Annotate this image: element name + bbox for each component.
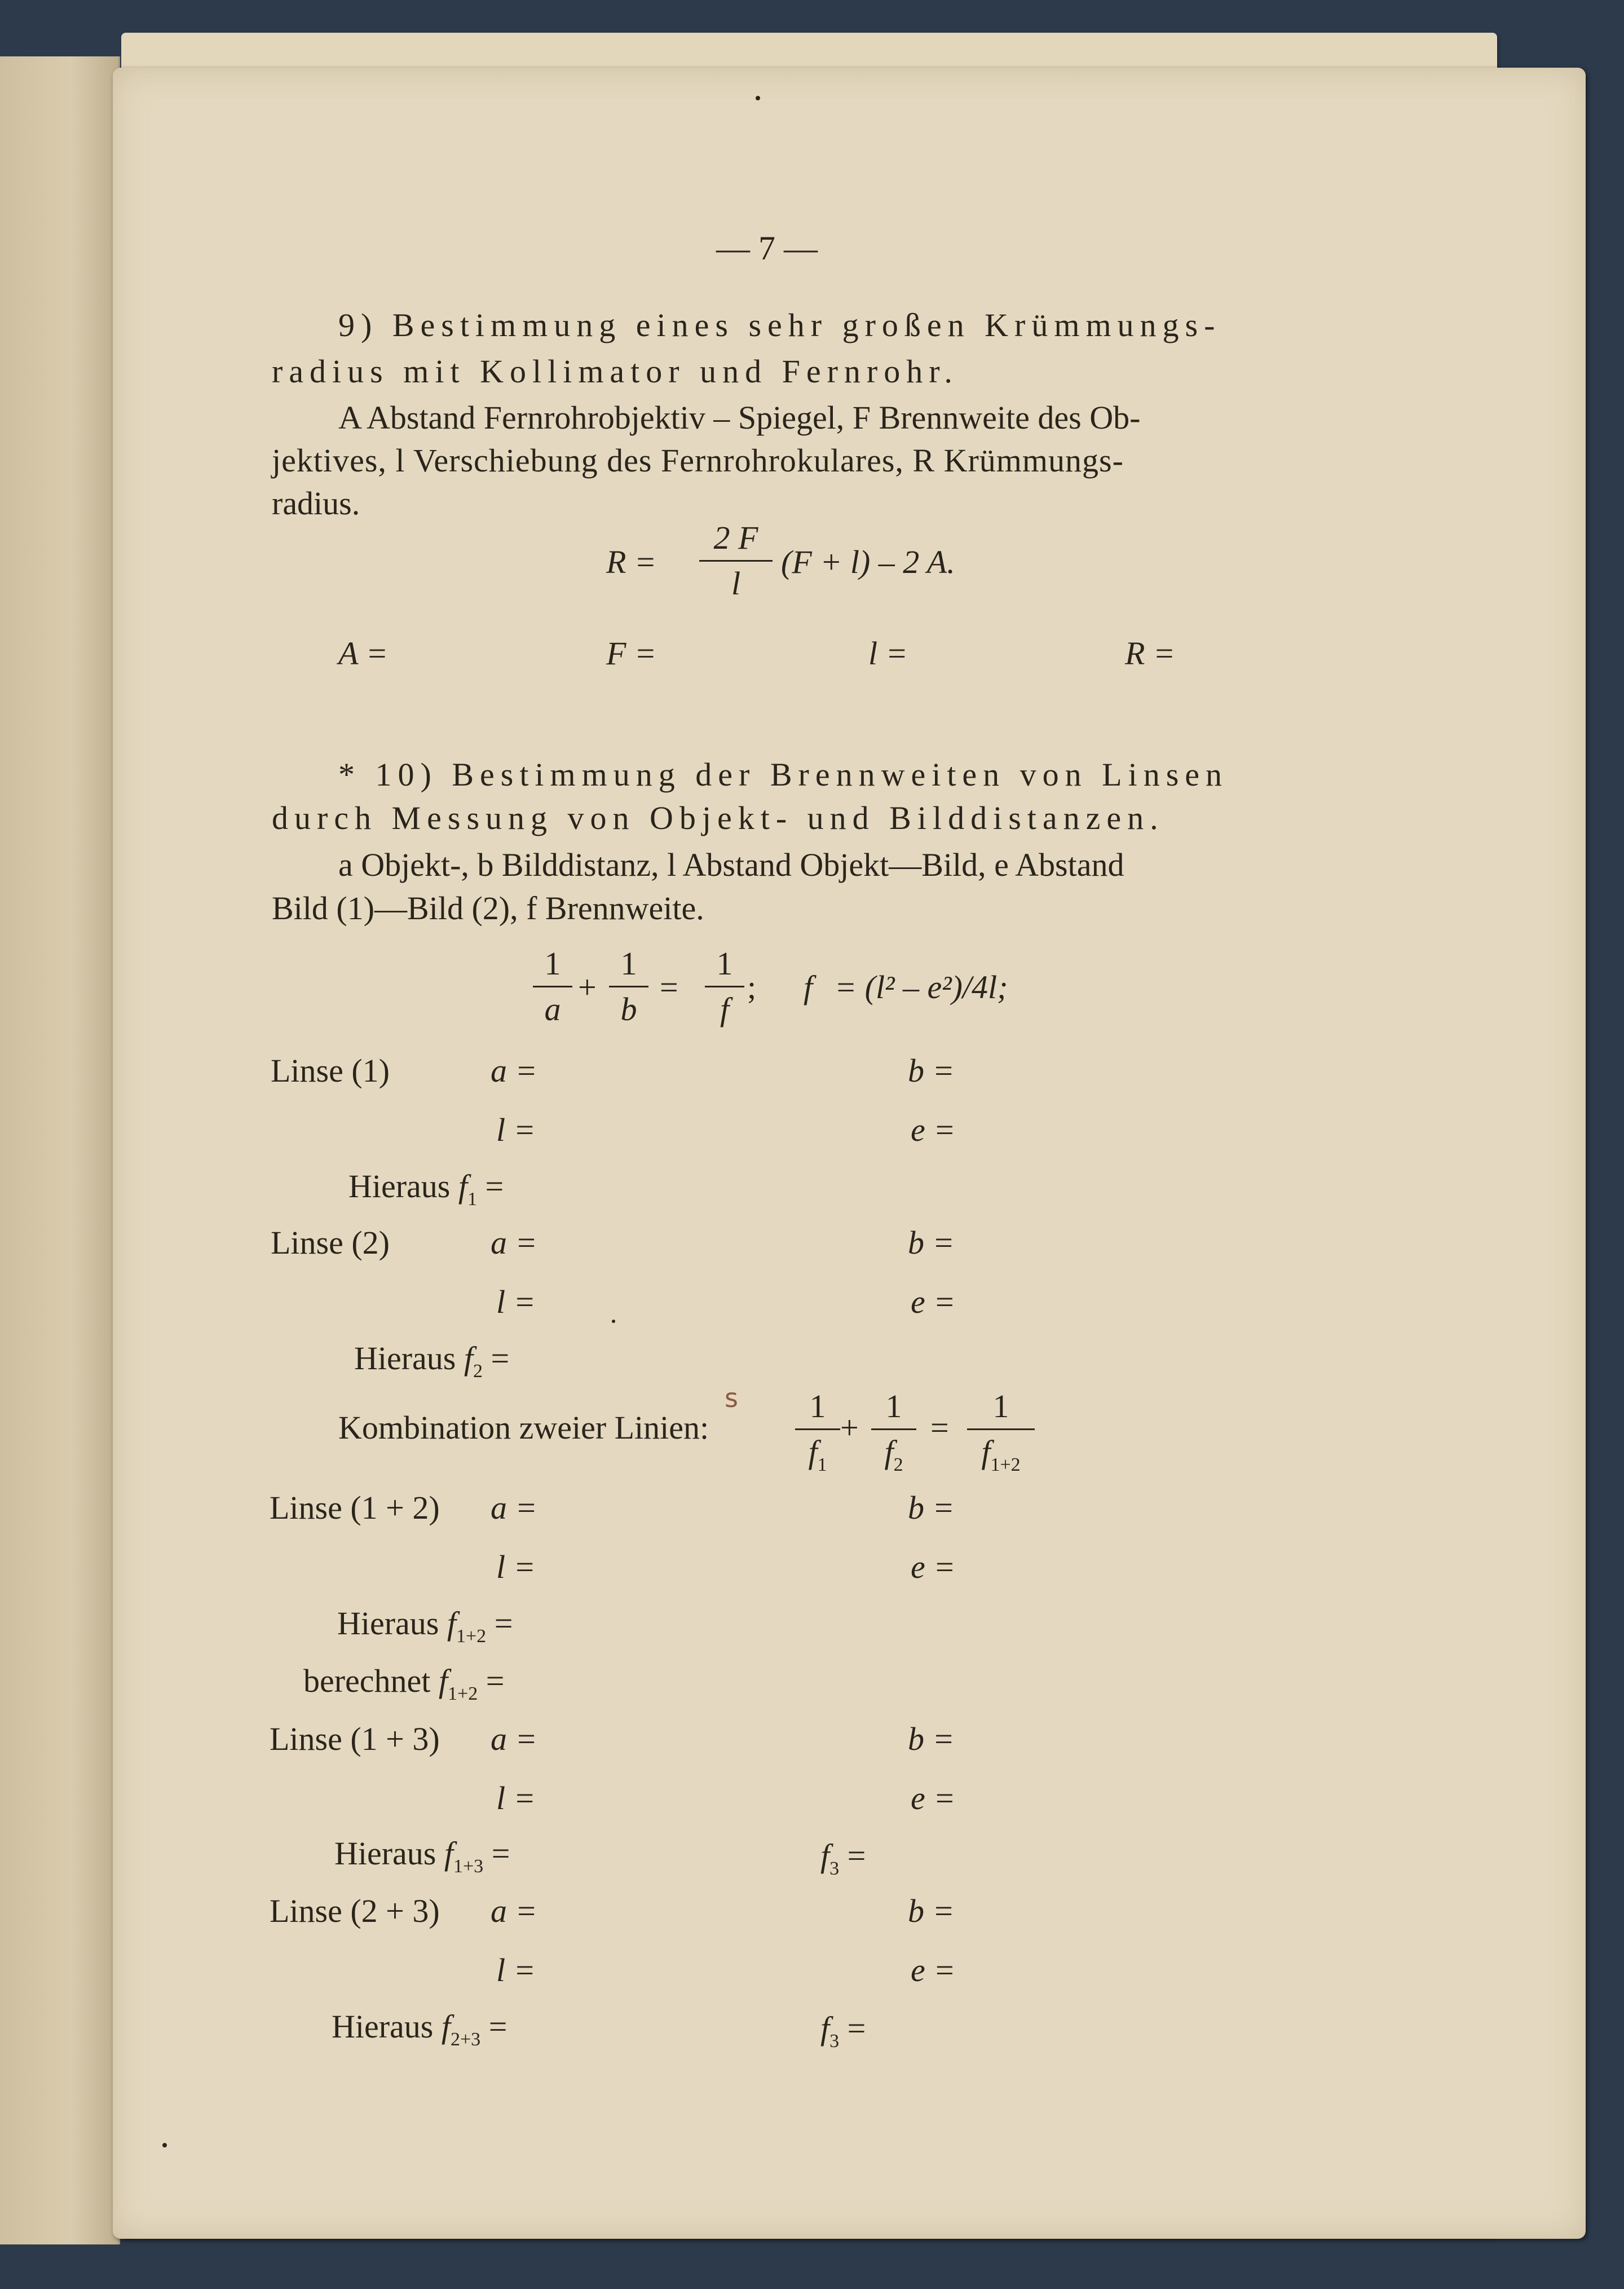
f3-eq: = [847, 2010, 866, 2047]
lens2-label: Linse (2) [271, 1224, 390, 1261]
numerator: 1 [809, 1388, 826, 1424]
semicolon: ; [747, 969, 757, 1005]
result-sub: 1+2 [456, 1626, 487, 1647]
numerator: 1 [544, 945, 561, 982]
page-number: — 7 — [716, 230, 818, 267]
speck [162, 2143, 167, 2147]
result-label: Hieraus [337, 1605, 439, 1642]
denominator-var: f [884, 1434, 894, 1470]
numerator: 1 [620, 945, 637, 982]
result-label: Hieraus [334, 1835, 436, 1872]
lens13-result [334, 1837, 510, 1876]
field-A: A = [338, 635, 389, 672]
result-eq: = [494, 1605, 513, 1642]
result-sub: 1 [467, 1189, 477, 1210]
result-eq: = [488, 2008, 508, 2045]
f3-var: f [820, 1837, 830, 1874]
result-sub: 2+3 [451, 2029, 481, 2050]
denominator: a [544, 991, 561, 1027]
lens23-b: b = [908, 1893, 955, 1929]
lens23-e: e = [911, 1952, 956, 1988]
fraction-bar [705, 986, 744, 987]
lens13-l: l = [496, 1780, 536, 1816]
result-eq: = [485, 1168, 504, 1205]
combination-frac-f12 [967, 1390, 1035, 1475]
result-var: f [447, 1605, 456, 1642]
lens13-f3 [820, 1837, 866, 1879]
left-page-edge [0, 56, 120, 2244]
computed-var: f [438, 1662, 448, 1699]
lens13-e: e = [911, 1780, 956, 1816]
lens2-a: a = [491, 1224, 537, 1261]
focal-formula-expr: = (l² – e²)/4l; [835, 969, 1008, 1005]
equals-sign: = [660, 969, 678, 1005]
result-eq: = [491, 1340, 510, 1377]
lens13-a: a = [491, 1721, 537, 1757]
lens1-b: b = [908, 1052, 955, 1089]
denominator: b [620, 991, 637, 1027]
result-eq: = [491, 1835, 510, 1872]
result-var: f [441, 2008, 451, 2045]
lens23-label: Linse (2 + 3) [270, 1893, 440, 1929]
combination-eq: = [930, 1409, 949, 1446]
result-label: Hieraus [354, 1340, 456, 1377]
denominator-sub: 1+2 [990, 1454, 1021, 1475]
section9-desc-line2: jektives, l Verschiebung des Fernrohrokulares, R Krümmungs- [272, 442, 1124, 479]
result-sub: 1+3 [453, 1856, 484, 1877]
section10-desc-line2: Bild (1)—Bild (2), f Brennweite. [272, 890, 704, 927]
f3-sub: 3 [829, 2031, 840, 2052]
lens-eq-frac-f [705, 947, 744, 1026]
f3-var: f [820, 2010, 830, 2047]
fraction-bar [533, 986, 572, 987]
numerator: 1 [885, 1388, 902, 1424]
denominator-sub: 2 [893, 1454, 903, 1475]
lens2-e: e = [911, 1284, 956, 1320]
pencil-correction: s [725, 1383, 738, 1413]
lens12-label: Linse (1 + 2) [270, 1489, 440, 1526]
denominator-var: f [981, 1434, 991, 1470]
combination-plus: + [840, 1409, 859, 1446]
denominator-sub: 1 [817, 1454, 827, 1475]
section9-desc-line1: A Abstand Fernrohrobjektiv – Spiegel, F Brennweite des Ob- [338, 399, 1141, 436]
field-F: F = [606, 635, 657, 672]
lens1-label: Linse (1) [271, 1052, 390, 1089]
section9-heading-line2: radius mit Kollimator und Fernrohr. [272, 353, 959, 390]
result-var: f [464, 1340, 473, 1377]
lens23-a: a = [491, 1893, 537, 1929]
combination-text: Kombination zweier Linien: [338, 1409, 709, 1446]
section9-desc-line3: radius. [272, 485, 360, 522]
section10-desc-line1: a Objekt-, b Bilddistanz, l Abstand Objekt—Bild, e Abstand [338, 846, 1124, 883]
section9-formula-denominator: l [731, 565, 741, 602]
section10-heading-line2: durch Messung von Objekt- und Bilddistanzen. [272, 800, 1164, 836]
field-R: R = [1125, 635, 1176, 672]
lens1-e: e = [911, 1112, 956, 1148]
section9-heading-line1: 9) Bestimmung eines sehr großen Krümmungs- [338, 307, 1221, 343]
lens1-result [348, 1170, 504, 1209]
lens2-result [354, 1342, 509, 1381]
lens23-l: l = [496, 1952, 536, 1988]
denominator: f [720, 991, 730, 1027]
section9-formula-lhs: R = [606, 544, 657, 580]
focal-formula-var: f [804, 969, 813, 1005]
computed-eq: = [486, 1662, 505, 1699]
field-l: l = [868, 635, 908, 672]
f3-sub: 3 [829, 1858, 840, 1879]
combination-frac-f2 [871, 1390, 916, 1475]
combination-frac-f1 [795, 1390, 840, 1475]
lens12-e: e = [911, 1549, 956, 1585]
lens12-a: a = [491, 1489, 537, 1526]
section9-formula-rhs: (F + l) – 2 A. [781, 544, 955, 580]
fraction-bar [609, 986, 648, 987]
result-var: f [458, 1168, 467, 1205]
speck [756, 96, 760, 100]
lens12-l: l = [496, 1549, 536, 1585]
fraction-bar [871, 1428, 916, 1430]
plus-sign: + [578, 969, 597, 1005]
result-label: Hieraus [348, 1168, 451, 1205]
lens12-b: b = [908, 1489, 955, 1526]
result-label: Hieraus [332, 2008, 434, 2045]
fraction-bar [699, 560, 773, 562]
lens23-result [332, 2010, 507, 2049]
section9-formula-numerator: 2 F [713, 519, 758, 556]
denominator-var: f [808, 1434, 818, 1470]
section10-heading-line1: * 10) Bestimmung der Brennweiten von Linsen [338, 756, 1229, 793]
numerator: 1 [992, 1388, 1009, 1424]
lens2-l: l = [496, 1284, 536, 1320]
lens13-label: Linse (1 + 3) [270, 1721, 440, 1757]
numerator: 1 [716, 945, 733, 982]
result-sub: 2 [473, 1361, 483, 1382]
fraction-bar [795, 1428, 840, 1430]
lens1-a: a = [491, 1052, 537, 1089]
section9-formula-fraction [699, 519, 773, 602]
lens1-l: l = [496, 1112, 536, 1148]
result-var: f [444, 1835, 453, 1872]
f3-eq: = [847, 1837, 866, 1874]
computed-sub: 1+2 [448, 1683, 478, 1704]
fraction-bar [967, 1428, 1035, 1430]
lens2-b: b = [908, 1224, 955, 1261]
lens12-computed [303, 1662, 505, 1704]
computed-label: berechnet [303, 1662, 431, 1699]
lens13-b: b = [908, 1721, 955, 1757]
speck [612, 1320, 615, 1323]
lens12-result [337, 1607, 513, 1646]
lens23-f3 [820, 2012, 866, 2051]
lens-eq-frac-a [533, 947, 572, 1026]
lens-eq-frac-b [609, 947, 648, 1026]
